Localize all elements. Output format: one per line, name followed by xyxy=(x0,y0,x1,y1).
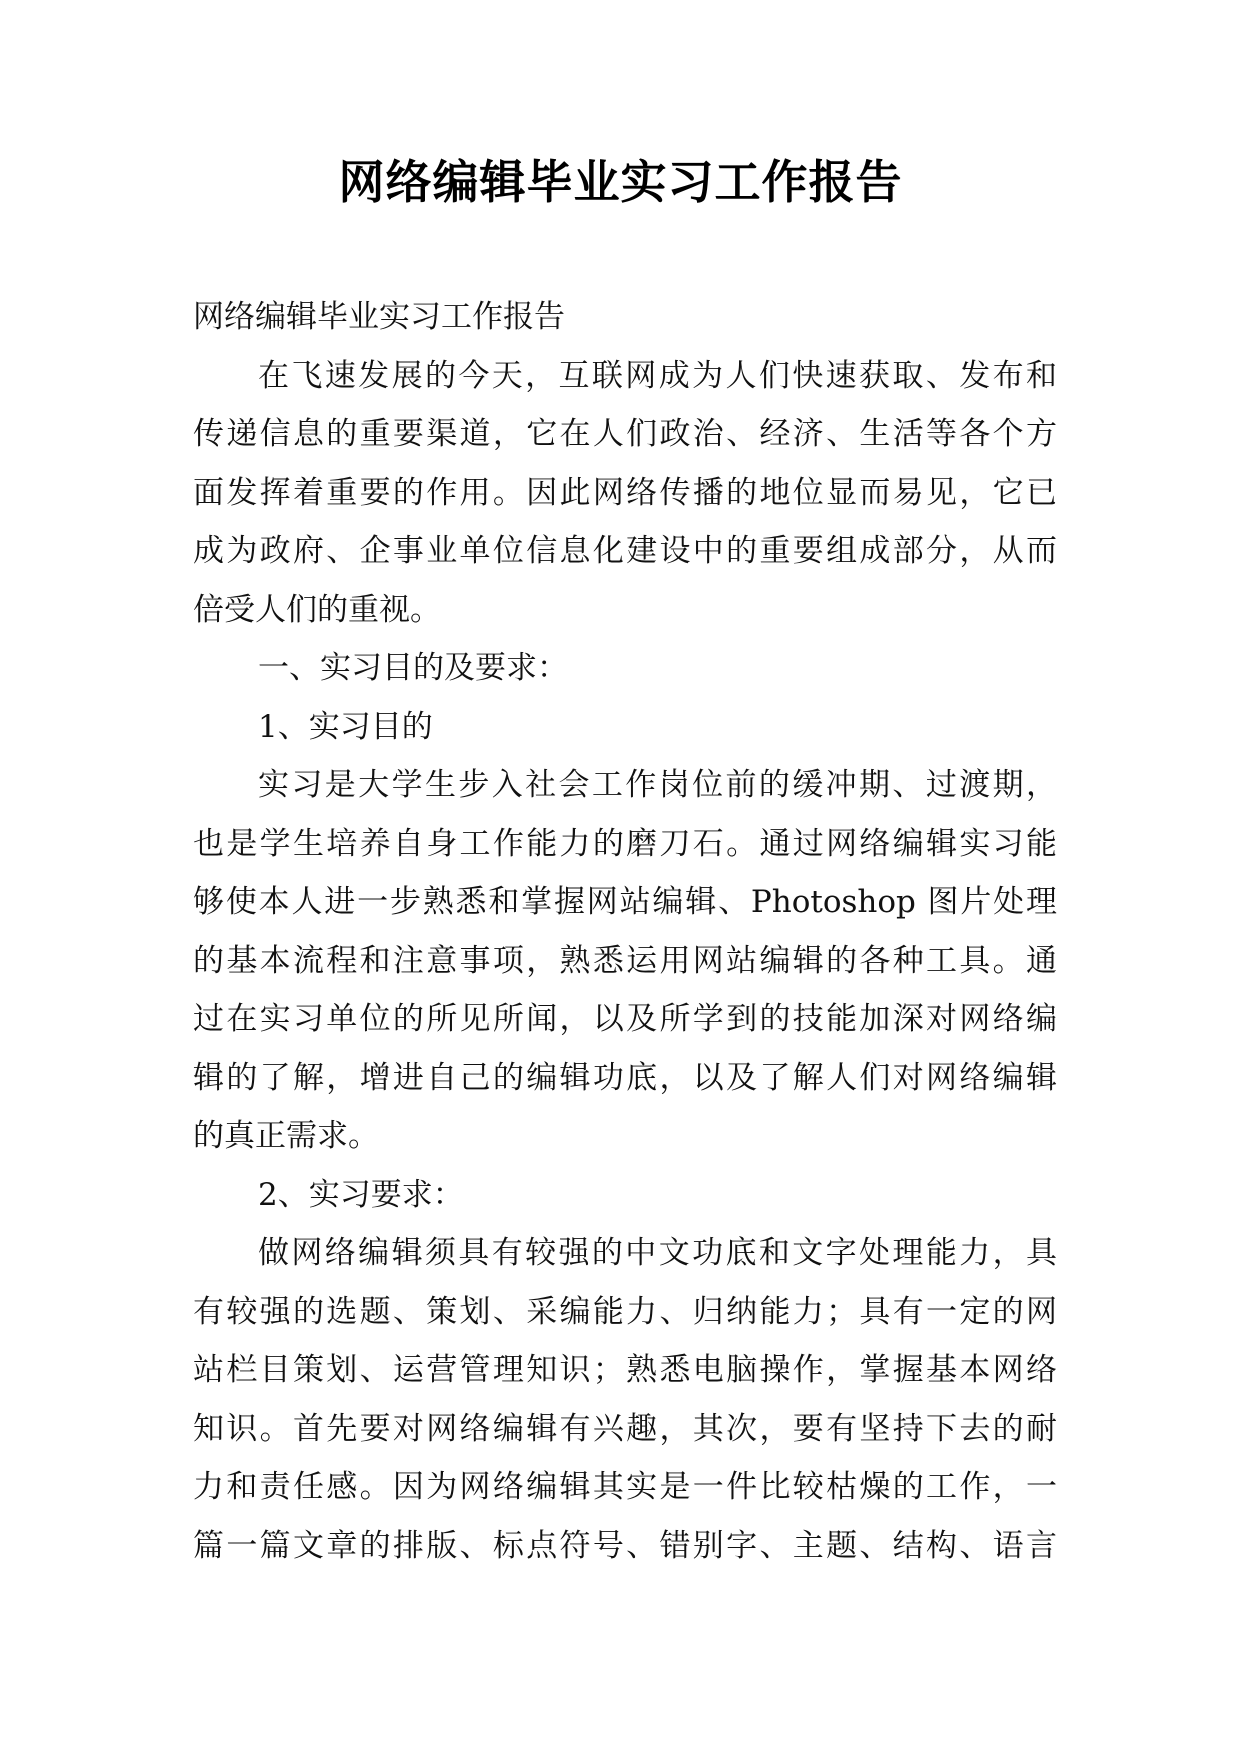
paragraph-line: 辑的了解，增进自己的编辑功底，以及了解人们对网络编辑 xyxy=(193,1059,1057,1096)
paragraph-line: 1、实习目的 xyxy=(258,708,433,745)
paragraph-line: 一、实习目的及要求： xyxy=(258,650,568,686)
paragraph-line: 网络编辑毕业实习工作报告 xyxy=(193,299,565,335)
paragraph-line: 也是学生培养自身工作能力的磨刀石。通过网络编辑实习能 xyxy=(193,825,1057,862)
paragraph-line: 在飞速发展的今天，互联网成为人们快速获取、发布和 xyxy=(258,357,1057,394)
paragraph-line: 传递信息的重要渠道，它在人们政治、经济、生活等各个方 xyxy=(193,416,1057,452)
paragraph-line: 面发挥着重要的作用。因此网络传播的地位显而易见，它已 xyxy=(193,474,1057,511)
paragraph-line: 成为政府、企事业单位信息化建设中的重要组成部分，从而 xyxy=(193,533,1057,569)
paragraph-line: 的基本流程和注意事项，熟悉运用网站编辑的各种工具。通 xyxy=(193,942,1057,979)
paragraph-line: 过在实习单位的所见所闻，以及所学到的技能加深对网络编 xyxy=(193,1001,1057,1037)
paragraph-line: 的真正需求。 xyxy=(193,1118,379,1154)
paragraph-line: 实习是大学生步入社会工作岗位前的缓冲期、过渡期， xyxy=(258,767,1057,803)
document-title: 网络编辑毕业实习工作报告 xyxy=(338,155,903,209)
paragraph-line: 倍受人们的重视。 xyxy=(193,591,441,628)
paragraph-line: 有较强的选题、策划、采编能力、归纳能力；具有一定的网 xyxy=(193,1293,1057,1330)
paragraph-line: 2、实习要求： xyxy=(258,1176,464,1213)
paragraph-line: 知识。首先要对网络编辑有兴趣，其次，要有坚持下去的耐 xyxy=(193,1410,1057,1447)
paragraph-line: 够使本人进一步熟悉和掌握网站编辑、Photoshop 图片处理 xyxy=(193,884,1057,920)
paragraph-line: 站栏目策划、运营管理知识；熟悉电脑操作，掌握基本网络 xyxy=(193,1352,1057,1388)
paragraph-line: 篇一篇文章的排版、标点符号、错别字、主题、结构、语言 xyxy=(193,1527,1057,1564)
document-body xyxy=(193,288,1057,1575)
paragraph-line: 做网络编辑须具有较强的中文功底和文字处理能力，具 xyxy=(258,1235,1057,1271)
paragraph-line: 力和责任感。因为网络编辑其实是一件比较枯燥的工作，一 xyxy=(193,1469,1057,1505)
